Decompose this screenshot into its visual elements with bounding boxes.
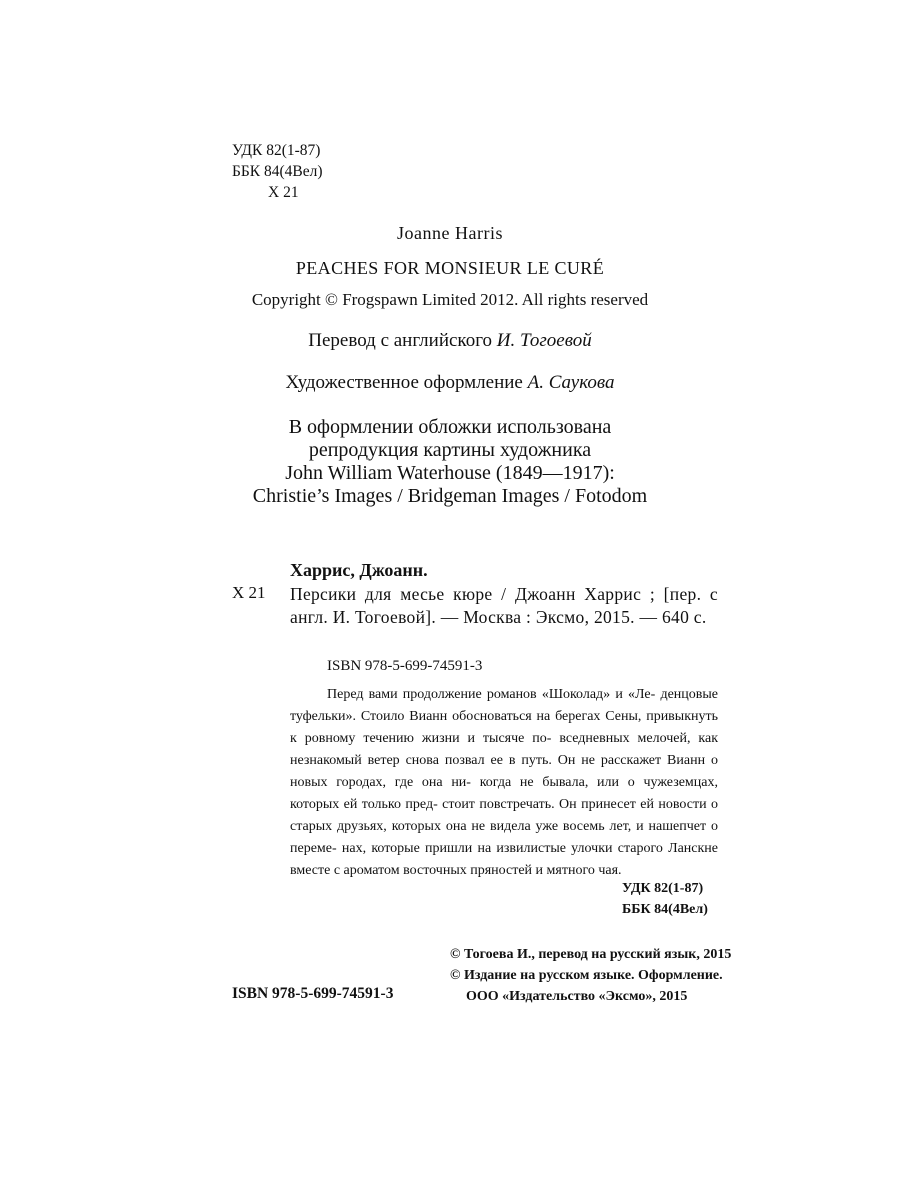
copyright-original: Copyright © Frogspawn Limited 2012. All rights reserved — [251, 290, 649, 309]
cover-credit — [0, 416, 900, 508]
annotation — [290, 684, 718, 882]
original-author: Joanne Harris — [397, 223, 503, 243]
cover-credit-line: В оформлении обложки использована — [288, 416, 612, 438]
cover-credit-line: John William Waterhouse (1849—1917): — [285, 462, 615, 484]
art-design-prefix: Художественное оформление — [285, 372, 523, 393]
bbk-code-bottom: ББК 84(4Вел) — [622, 902, 708, 917]
translation-credit — [0, 330, 900, 352]
translation-prefix: Перевод с английского — [308, 330, 493, 351]
copyright-translation: © Тогоева И., перевод на русский язык, 2015 — [450, 947, 732, 962]
bbk-code: ББК 84(4Вел) — [232, 163, 323, 180]
cover-credit-line: репродукция картины художника — [308, 439, 592, 461]
designer-name: А. Саукова — [527, 372, 615, 393]
udk-code-bottom: УДК 82(1-87) — [622, 881, 704, 896]
bibliographic-author: Харрис, Джоанн. — [290, 560, 428, 580]
bibliographic-description: Персики для месье кюре / Джоанн Харрис ; [пер. с англ. И. Тогоевой]. — Москва : Эксмо, 2015. — 640 с. — [290, 584, 718, 627]
original-title: PEACHES FOR MONSIEUR LE CURÉ — [295, 258, 605, 278]
bibliographic-isbn: ISBN 978-5-699-74591-3 — [327, 658, 483, 674]
author-code: Х 21 — [268, 184, 299, 201]
bibliographic-code: Х 21 — [232, 583, 266, 602]
classification-codes — [232, 140, 323, 203]
copyright-russian — [450, 944, 731, 1007]
annotation-text: Перед вами продолжение романов «Шоколад» и «Ле- денцовые туфельки». Стоило Вианн обосноваться на берегах Сены, привыкнуть к ровному течению жизни и тысяче по- вседневных мелочей, как незнакомый ветер снова позвал ее в путь. Он не расскажет Вианн о новых городах, где она ни- когда не бывала, или о чужеземцах, которых ей только пред- стоит повстречать. Он принесет ей новости о старых друзьях, которых она не видела уже восемь лет, и нашепчет о переме- нах, которые пришли на извилистые улочки старого Ланскне вместе с ароматом восточных пряностей и мятного чая. — [290, 687, 719, 878]
cover-credit-line: Christie’s Images / Bridgeman Images / Fotodom — [252, 485, 648, 507]
copyright-publisher: ООО «Издательство «Эксмо», 2015 — [466, 989, 688, 1004]
udk-code: УДК 82(1-87) — [232, 142, 321, 159]
classification-bottom — [622, 878, 708, 920]
copyright-edition: © Издание на русском языке. Оформление. — [450, 968, 723, 983]
translator-name: И. Тогоевой — [496, 330, 592, 351]
isbn-bottom: ISBN 978-5-699-74591-3 — [232, 985, 394, 1002]
art-design-credit — [0, 372, 900, 394]
